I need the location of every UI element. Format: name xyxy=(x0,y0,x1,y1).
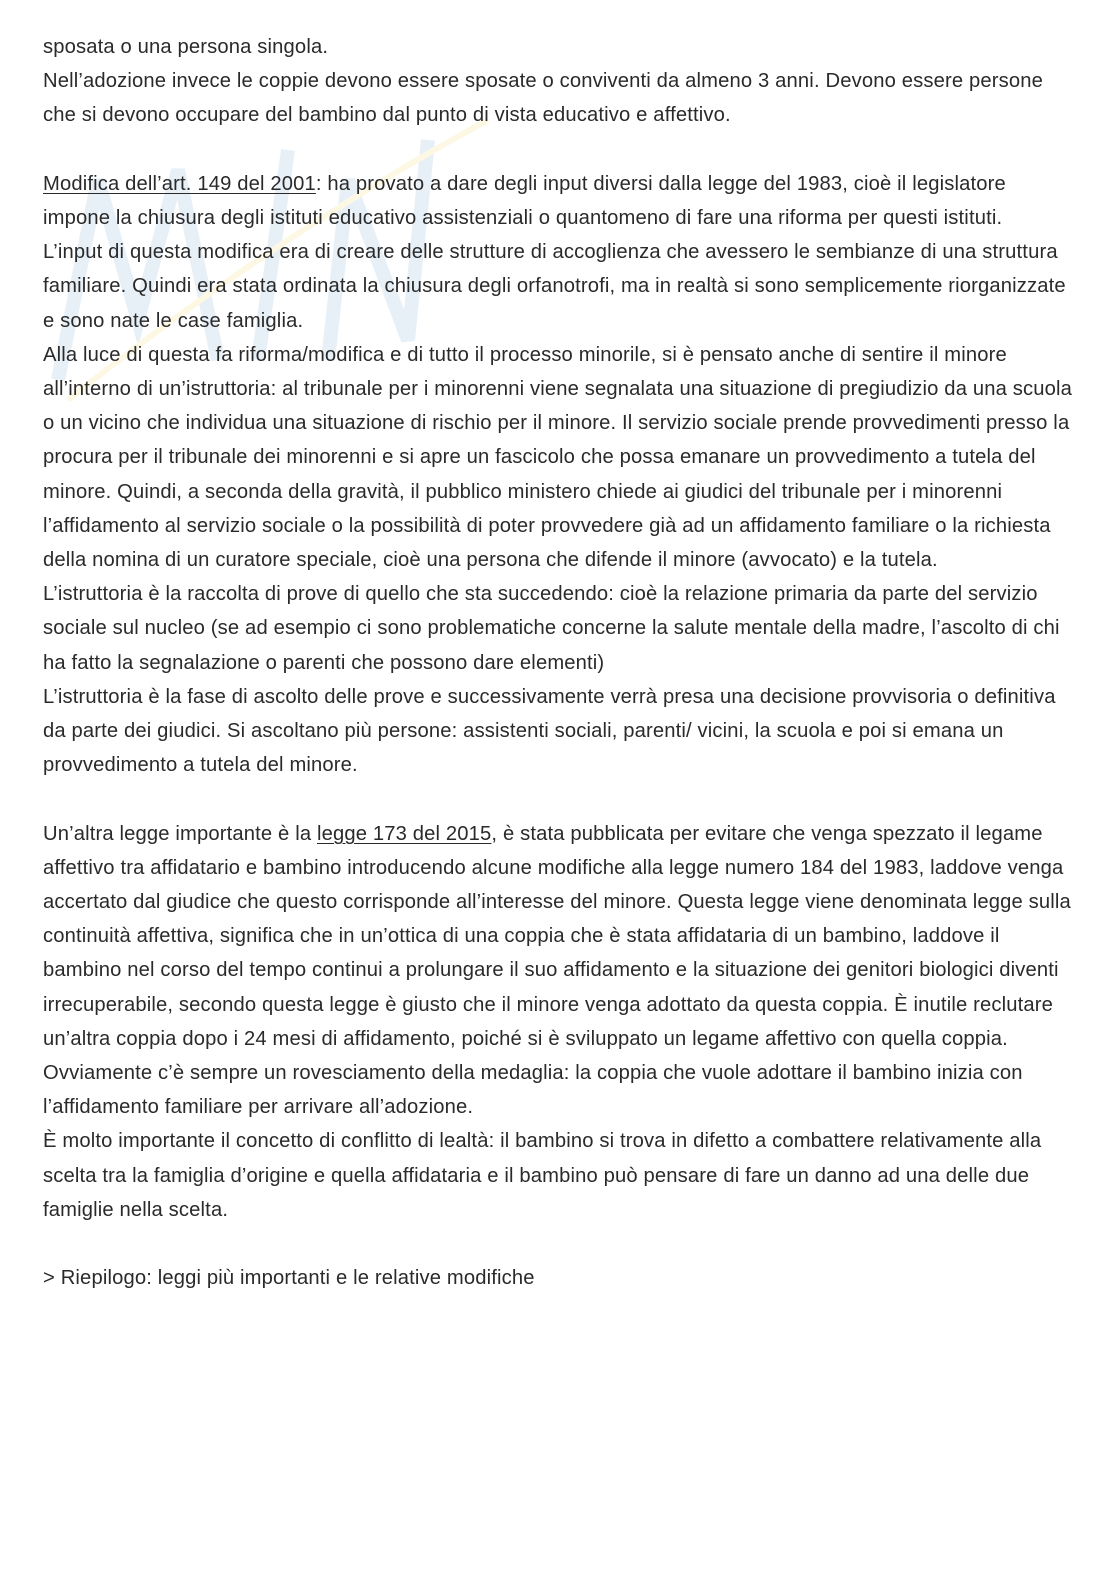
paragraph: Alla luce di questa fa riforma/modifica e di tutto il processo minorile, si è pensato anche di sentire il minore all’interno di un’istruttoria: al tribunale per i minorenni viene segnalata una situazione di pregiudizio da una scuola o un vicino che individua una situazione di rischio per il minore. Il servizio sociale prende provvedimenti presso la procura per il tribunale dei minorenni e si apre un fascicolo che possa emanare un provvedimento a tutela del minore. Quindi, a seconda della gravità, il pubblico ministero chiede ai giudici del tribunale per i minorenni l’affidamento al servizio sociale o la possibilità di poter provvedere già ad un affidamento familiare o la richiesta della nomina di un curatore speciale, cioè una persona che difende il minore (avvocato) e la tutela. xyxy=(43,343,1072,572)
paragraph-text: , è stata pubblicata per evitare che venga spezzato il legame affettivo tra affidatario e bambino introducendo alcune modifiche alla legge numero 184 del 1983, laddove venga accertato dal giudice che questo corrisponde all’interesse del minore. Questa legge viene denominata legge sulla continuità affettiva, significa che in un’ottica di una coppia che è stata affidataria di un bambino, laddove il bambino nel corso del tempo continui a prolungare il suo affidamento e la situazione dei genitori biologici diventi irrecuperabile, secondo questa legge è giusto che il minore venga adottato da questa coppia. È inutile reclutare un’altra coppia dopo i 24 mesi di affidamento, poiché si è sviluppato un legame affettivo con quella coppia. Ovviamente c’è sempre un rovesciamento della medaglia: la coppia che vuole adottare il bambino inizia con l’affidamento familiare per arrivare all’adozione. xyxy=(43,822,1071,1119)
paragraph: L’istruttoria è la raccolta di prove di quello che sta succedendo: cioè la relazione primaria da parte del servizio sociale sul nucleo (se ad esempio ci sono problematiche concerne la salute mentale della madre, l’ascolto di chi ha fatto la segnalazione o parenti che possono dare elementi) xyxy=(43,583,1060,674)
paragraph: sposata o una persona singola. xyxy=(43,36,329,58)
paragraph-text: Un’altra legge importante è la xyxy=(43,822,317,845)
paragraph xyxy=(43,817,1073,1125)
underlined-reference: Modifica dell’art. 149 del 2001 xyxy=(43,172,316,195)
paragraph-gap xyxy=(43,782,1073,816)
paragraph-gap xyxy=(43,133,1073,167)
paragraph: È molto importante il concetto di conflitto di lealtà: il bambino si trova in difetto a combattere relativamente alla scelta tra la famiglia d’origine e quella affidataria e il bambino può pensare di fare un danno ad una delle due famiglie nella scelta. xyxy=(43,1130,1042,1221)
underlined-reference: legge 173 del 2015 xyxy=(316,822,492,845)
paragraph: L’istruttoria è la fase di ascolto delle prove e successivamente verrà presa una decisione provvisoria o definitiva da parte dei giudici. Si ascoltano più persone: assistenti sociali, parenti/ vicini, la scuola e poi si emana un provvedimento a tutela del minore. xyxy=(43,685,1056,777)
paragraph xyxy=(43,167,1073,235)
paragraph: L’input di questa modifica era di creare delle strutture di accoglienza che avessero le sembianze di una struttura familiare. Quindi era stata ordinata la chiusura degli orfanotrofi, ma in realtà si sono semplicemente riorganizzate e sono nate le case famiglia. xyxy=(43,241,1066,332)
paragraph-gap xyxy=(43,1227,1073,1261)
document-body xyxy=(43,30,1073,1295)
paragraph: > Riepilogo: leggi più importanti e le relative modifiche xyxy=(43,1267,535,1290)
paragraph-text: : ha provato a dare degli input diversi dalla legge del 1983, cioè il legislatore impone la chiusura degli istituti educativo assistenziali o quantomeno di fare una riforma per questi istituti. xyxy=(43,172,1006,229)
paragraph: Nell’adozione invece le coppie devono essere sposate o conviventi da almeno 3 anni. Devono essere persone che si devono occupare del bambino dal punto di vista educativo e affettivo. xyxy=(43,70,1043,127)
